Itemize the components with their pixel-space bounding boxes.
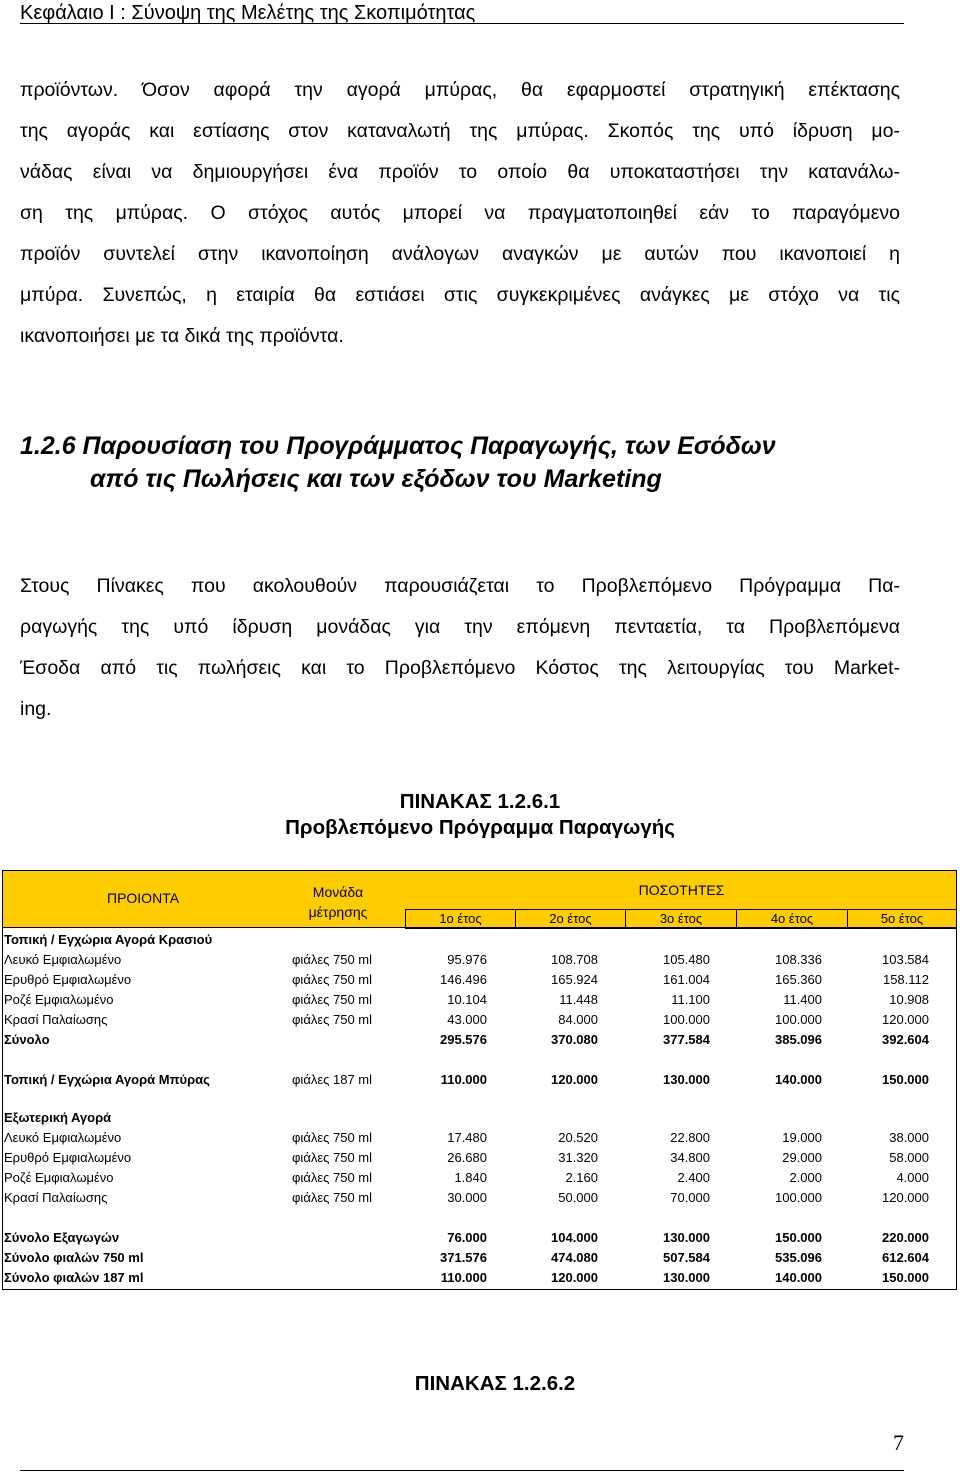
- row-value-year-2: 104.000: [551, 1230, 598, 1245]
- table-row: [2, 1228, 957, 1248]
- row-value-year-5: 150.000: [882, 1072, 929, 1087]
- row-value-year-3: 100.000: [663, 1012, 710, 1027]
- row-value-year-1: 110.000: [440, 1270, 487, 1285]
- page-number: 7: [893, 1430, 904, 1455]
- row-value-year-5: 58.000: [889, 1150, 929, 1165]
- header-unit-line1: Μονάδα: [312, 884, 364, 900]
- row-value-year-2: 120.000: [551, 1270, 598, 1285]
- table1-title: Προβλεπόμενο Πρόγραμμα Παραγωγής: [285, 816, 675, 839]
- row-label: Κρασί Παλαίωσης: [4, 1012, 108, 1027]
- row-unit: φιάλες 750 ml: [292, 1170, 373, 1185]
- row-value-year-5: 4.000: [896, 1170, 929, 1185]
- section-heading-line2: από τις Πωλήσεις και των εξόδων του Marketing: [90, 465, 662, 493]
- row-label: Σύνολο φιαλών 187 ml: [4, 1270, 144, 1285]
- row-value-year-2: 474.080: [551, 1250, 598, 1265]
- row-value-year-1: 43.000: [447, 1012, 487, 1027]
- row-label: Σύνολο Εξαγωγών: [4, 1230, 120, 1245]
- row-value-year-5: 10.908: [889, 992, 929, 1007]
- row-value-year-3: 377.584: [663, 1032, 710, 1047]
- intro-paragraph-line: ικανοποιήσει με τα δικά της προϊόντα.: [20, 325, 344, 347]
- header-year-5: 5ο έτος: [847, 909, 957, 929]
- header-unit-line2: μέτρησης: [308, 904, 368, 920]
- header-year-3: 3ο έτος: [625, 909, 737, 929]
- table-row: [2, 1108, 957, 1128]
- row-value-year-4: 100.000: [775, 1012, 822, 1027]
- row-value-year-2: 84.000: [558, 1012, 598, 1027]
- row-label: Τοπική / Εγχώρια Αγορά Μπύρας: [4, 1072, 210, 1087]
- row-value-year-4: 140.000: [775, 1072, 822, 1087]
- row-value-year-1: 30.000: [447, 1190, 487, 1205]
- row-value-year-3: 105.480: [663, 952, 710, 967]
- row-value-year-4: 385.096: [775, 1032, 822, 1047]
- row-value-year-3: 130.000: [663, 1270, 710, 1285]
- row-label: Λευκό Εμφιαλωμένο: [4, 1130, 122, 1145]
- row-value-year-2: 31.320: [558, 1150, 598, 1165]
- table-row: [2, 1030, 957, 1050]
- table-row: [2, 1010, 957, 1030]
- header-unit: [293, 882, 383, 922]
- row-value-year-5: 120.000: [882, 1190, 929, 1205]
- row-unit: φιάλες 187 ml: [292, 1072, 373, 1087]
- row-unit: φιάλες 750 ml: [292, 952, 373, 967]
- table-row: [2, 1148, 957, 1168]
- row-value-year-3: 507.584: [663, 1250, 710, 1265]
- row-value-year-4: 108.336: [775, 952, 822, 967]
- row-value-year-1: 371.576: [440, 1250, 487, 1265]
- row-label: Τοπική / Εγχώρια Αγορά Κρασιού: [4, 932, 213, 947]
- row-label: Εξωτερική Αγορά: [4, 1110, 112, 1125]
- intro-paragraph-line: νάδας είναι να δημιουργήσει ένα προϊόν το οποίο θα υποκαταστήσει την κατανάλω-: [20, 161, 900, 183]
- row-value-year-4: 140.000: [775, 1270, 822, 1285]
- table-row: [2, 1188, 957, 1208]
- table-header: [2, 870, 957, 928]
- row-value-year-2: 2.160: [565, 1170, 598, 1185]
- running-header: Κεφάλαιο Ι : Σύνοψη της Μελέτης της Σκοπιμότητας: [20, 2, 476, 24]
- header-year-2: 2ο έτος: [515, 909, 626, 929]
- row-value-year-3: 130.000: [663, 1072, 710, 1087]
- row-label: Ερυθρό Εμφιαλωμένο: [4, 1150, 132, 1165]
- row-label: Σύνολο φιαλών 750 ml: [4, 1250, 144, 1265]
- row-unit: φιάλες 750 ml: [292, 992, 373, 1007]
- row-label: Ροζέ Εμφιαλωμένο: [4, 1170, 114, 1185]
- row-value-year-1: 110.000: [440, 1072, 487, 1087]
- intro-paragraph-line: προϊόντων. Όσον αφορά την αγορά μπύρας, θα εφαρμοστεί στρατηγική επέκτασης: [20, 79, 900, 101]
- row-label: Ροζέ Εμφιαλωμένο: [4, 992, 114, 1007]
- row-value-year-5: 38.000: [889, 1130, 929, 1145]
- row-unit: φιάλες 750 ml: [292, 972, 373, 987]
- row-value-year-3: 70.000: [670, 1190, 710, 1205]
- row-value-year-5: 103.584: [882, 952, 929, 967]
- row-value-year-4: 100.000: [775, 1190, 822, 1205]
- row-value-year-2: 11.448: [559, 992, 598, 1007]
- row-value-year-1: 295.576: [440, 1032, 487, 1047]
- row-value-year-5: 158.112: [882, 972, 929, 987]
- row-unit: φιάλες 750 ml: [292, 1130, 373, 1145]
- intro-paragraph-line: μπύρα. Συνεπώς, η εταιρία θα εστιάσει στις συγκεκριμένες ανάγκες με στόχο να τις: [20, 284, 900, 306]
- row-value-year-2: 370.080: [551, 1032, 598, 1047]
- row-value-year-1: 95.976: [447, 952, 487, 967]
- table-row: [2, 970, 957, 990]
- description-paragraph-line: Στους Πίνακες που ακολουθούν παρουσιάζεται το Προβλεπόμενο Πρόγραμμα Πα-: [20, 575, 900, 597]
- table-row: [2, 990, 957, 1010]
- row-value-year-2: 120.000: [551, 1072, 598, 1087]
- row-value-year-2: 108.708: [551, 952, 598, 967]
- table-row: [2, 1268, 957, 1288]
- row-value-year-4: 19.000: [782, 1130, 822, 1145]
- section-heading-line1: 1.2.6 Παρουσίαση του Προγράμματος Παραγωγής, των Εσόδων: [20, 432, 776, 460]
- table-row: [2, 1168, 957, 1188]
- table-row: [2, 1248, 957, 1268]
- table-row: [2, 1070, 957, 1090]
- row-value-year-4: 165.360: [775, 972, 822, 987]
- row-value-year-5: 392.604: [882, 1032, 929, 1047]
- table1-label: ΠΙΝΑΚΑΣ 1.2.6.1: [399, 790, 561, 813]
- intro-paragraph-line: ση της μπύρας. Ο στόχος αυτός μπορεί να πραγματοποιηθεί εάν το παραγόμενο: [20, 202, 900, 224]
- row-value-year-4: 150.000: [775, 1230, 822, 1245]
- row-unit: φιάλες 750 ml: [292, 1150, 373, 1165]
- row-value-year-1: 1.840: [454, 1170, 487, 1185]
- row-value-year-5: 220.000: [882, 1230, 929, 1245]
- row-value-year-2: 165.924: [551, 972, 598, 987]
- row-value-year-3: 130.000: [663, 1230, 710, 1245]
- row-value-year-3: 34.800: [670, 1150, 710, 1165]
- row-value-year-1: 10.104: [447, 992, 487, 1007]
- header-year-4: 4ο έτος: [736, 909, 848, 929]
- row-label: Σύνολο: [4, 1032, 50, 1047]
- row-value-year-1: 76.000: [447, 1230, 487, 1245]
- row-value-year-4: 2.000: [789, 1170, 822, 1185]
- row-unit: φιάλες 750 ml: [292, 1190, 373, 1205]
- table-row: [2, 930, 957, 950]
- row-value-year-1: 17.480: [447, 1130, 487, 1145]
- description-paragraph-line: Έσοδα από τις πωλήσεις και το Προβλεπόμενο Κόστος της λειτουργίας του Market-: [20, 657, 900, 679]
- row-label: Ερυθρό Εμφιαλωμένο: [4, 972, 132, 987]
- header-rule: [20, 23, 904, 24]
- header-products: ΠΡΟΙΟΝΤΑ: [106, 890, 180, 906]
- row-value-year-4: 535.096: [775, 1250, 822, 1265]
- description-paragraph: [20, 566, 900, 730]
- table-row: [2, 950, 957, 970]
- intro-paragraph-line: της αγοράς και εστίασης στον καταναλωτή της μπύρας. Σκοπός της υπό ίδρυση μο-: [20, 120, 900, 142]
- row-value-year-5: 150.000: [882, 1270, 929, 1285]
- row-value-year-3: 2.400: [677, 1170, 710, 1185]
- section-heading: [20, 430, 776, 496]
- row-value-year-5: 120.000: [882, 1012, 929, 1027]
- row-value-year-4: 29.000: [782, 1150, 822, 1165]
- row-value-year-5: 612.604: [882, 1250, 929, 1265]
- intro-paragraph-line: προϊόν συντελεί στην ικανοποίηση ανάλογων αναγκών με αυτών που ικανοποιεί η: [20, 243, 900, 265]
- table-row: [2, 1128, 957, 1148]
- header-year-1: 1ο έτος: [405, 909, 516, 929]
- footer-rule: [20, 1470, 904, 1471]
- row-value-year-1: 146.496: [440, 972, 487, 987]
- row-value-year-4: 11.400: [783, 992, 822, 1007]
- description-paragraph-line: ing.: [20, 698, 52, 720]
- row-label: Κρασί Παλαίωσης: [4, 1190, 108, 1205]
- row-value-year-3: 22.800: [670, 1130, 710, 1145]
- row-label: Λευκό Εμφιαλωμένο: [4, 952, 122, 967]
- row-value-year-2: 50.000: [558, 1190, 598, 1205]
- intro-paragraph: [20, 70, 900, 357]
- table2-label: ΠΙΝΑΚΑΣ 1.2.6.2: [414, 1372, 576, 1395]
- row-value-year-2: 20.520: [558, 1130, 598, 1145]
- row-value-year-1: 26.680: [447, 1150, 487, 1165]
- row-value-year-3: 161.004: [663, 972, 710, 987]
- row-unit: φιάλες 750 ml: [292, 1012, 373, 1027]
- description-paragraph-line: ραγωγής της υπό ίδρυση μονάδας για την επόμενη πενταετία, τα Προβλεπόμενα: [20, 616, 900, 638]
- row-value-year-3: 11.100: [671, 992, 710, 1007]
- header-quantities: ΠΟΣΟΤΗΤΕΣ: [638, 882, 725, 898]
